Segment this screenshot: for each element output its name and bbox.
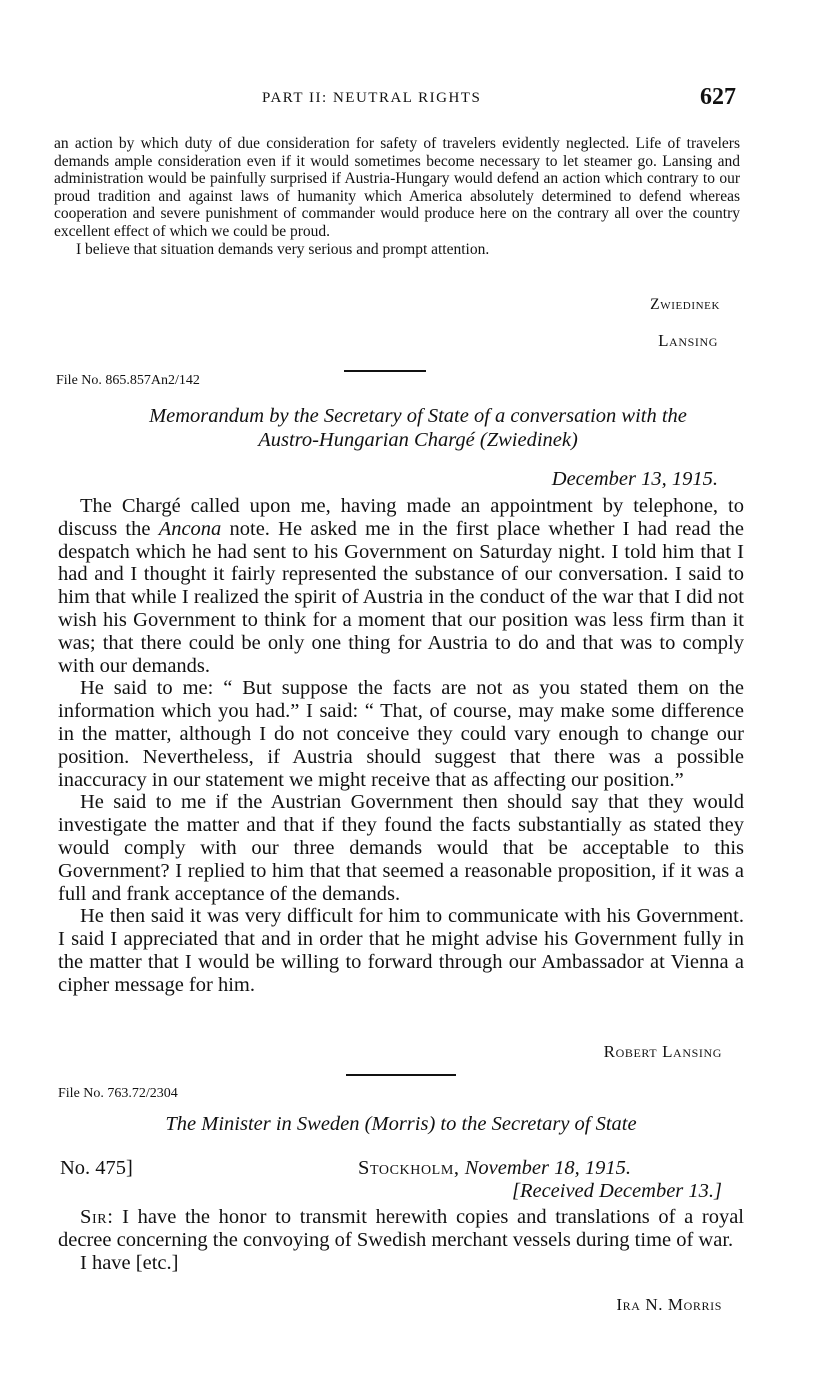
telegram-signature-zwiedinek: Zwiedinek	[650, 296, 720, 313]
memorandum-body	[58, 495, 744, 997]
memorandum-paragraph: He said to me if the Austrian Government then should say that they would investigate the matter and that if they found the facts substantially as stated they would comply with our three demands would that be acceptable to this Government? I replied to him that that seemed a reasonable proposition, if it was a full and frank acceptance of the demands.	[58, 791, 744, 905]
memorandum-paragraph: He said to me: “ But suppose the facts are not as you stated them on the information which you had.” I said: “ That, of course, may make some difference in the matter, although I do not conceive they could vary enough to change our position. Nevertheless, if Austria should suggest that there was a possible inaccuracy in our statement we might receive that as affecting our position.”	[58, 677, 744, 791]
memorandum-heading-line: Memorandum by the Secretary of State of a conversation with the	[149, 405, 687, 427]
page-number: 627	[700, 84, 736, 110]
memorandum-paragraph	[58, 495, 744, 677]
memorandum-heading	[40, 404, 796, 452]
telegram-continuation	[54, 135, 740, 258]
despatch-text: I have the honor to transmit herewith copies and translations of a royal decree concerning the convoying of Swedish merchant vessels during time of war.	[58, 1206, 744, 1251]
despatch-signature: Ira N. Morris	[616, 1295, 722, 1314]
memorandum-signature: Robert Lansing	[603, 1042, 722, 1061]
memorandum-paragraph: He then said it was very difficult for him to communicate with his Government. I said I appreciated that and in order that he might advise his Government fully in the matter that I would be willing to forward through our Ambassador at Vienna a cipher message for him.	[58, 905, 744, 996]
despatch-date: November 18, 1915.	[464, 1157, 631, 1179]
telegram-paragraph: I believe that situation demands very serious and prompt attention.	[76, 240, 490, 258]
file-number: File No. 865.857An2/142	[56, 373, 200, 388]
despatch-dateline	[358, 1157, 631, 1180]
ship-name: Ancona	[158, 517, 222, 540]
despatch-body	[58, 1206, 744, 1274]
telegram-paragraph: an action by which duty of due consideration for safety of travelers evidently neglected. Life of travelers demands ample consideration even if it would sometimes become necessary to let steamer go. Lansing and administration would be painfully surprised if Austria-Hungary would defend an action which contrary to our proud tradition and against laws of humanity which America absolutely determined to defend whereas cooperation and severe punishment of commander would produce here on the contrary all over the country excellent effect of which we could be proud.	[54, 135, 740, 240]
despatch-paragraph	[58, 1206, 744, 1252]
memorandum-date: December 13, 1915.	[551, 468, 718, 490]
despatch-place: Stockholm,	[358, 1157, 460, 1179]
despatch-closing: I have [etc.]	[80, 1251, 179, 1274]
despatch-number: No. 475]	[60, 1157, 133, 1179]
despatch-received: [Received December 13.]	[511, 1180, 722, 1202]
memorandum-text: note. He asked me in the first place whether I had read the despatch which he had sent to his Government on Saturday night. I told him that I had and I thought it fairly represented the substance of our conversation. I said to him that while I realized the spirit of Austria in the conduct of the war that I did not wish his Government to think for a moment that our position was less firm than it was; that there could be only one thing for Austria to do and that was to comply with our demands.	[58, 517, 744, 677]
memorandum-heading-line: Austro-Hungarian Chargé (Zwiedinek)	[258, 429, 578, 451]
running-header-title: PART II: NEUTRAL RIGHTS	[262, 90, 482, 106]
memorandum-text: The Chargé called upon me, having made an appointment by telephone, to discuss the	[58, 495, 744, 540]
despatch-heading: The Minister in Sweden (Morris) to the Secretary of State	[165, 1113, 637, 1135]
file-number: File No. 763.72/2304	[58, 1086, 178, 1101]
telegram-signature-lansing: Lansing	[658, 331, 718, 350]
section-divider	[344, 370, 426, 372]
section-divider	[346, 1074, 456, 1076]
salutation: Sir:	[80, 1206, 114, 1228]
